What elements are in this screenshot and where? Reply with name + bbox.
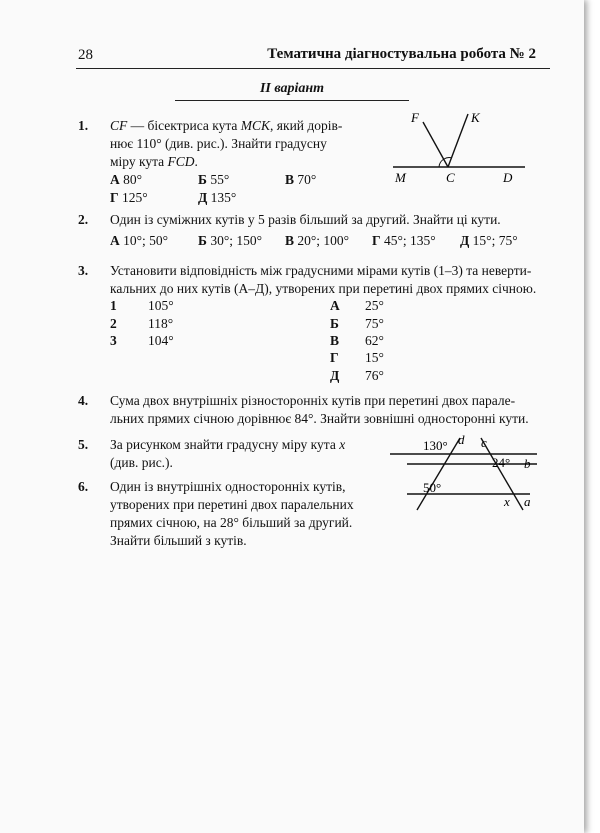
question-4-number: 4. xyxy=(78,393,89,408)
q2-option-a-letter: А xyxy=(110,233,120,248)
q1-label-d: D xyxy=(503,170,513,185)
q5-angle-50: 50° xyxy=(423,480,442,495)
page-title: Тематична діагностувальна робота № 2 xyxy=(267,46,536,62)
question-3-line-2: кальних до них кутів (А–Д), утворених при перетині двох прямих січною. xyxy=(110,281,537,296)
q1-option-d[interactable] xyxy=(110,190,148,206)
q3-left-key-3: 3 xyxy=(110,333,117,348)
q3-right-item-e xyxy=(330,368,339,384)
q3-right-key-a: А xyxy=(330,298,340,313)
q3-right-key-d: Г xyxy=(330,350,339,365)
q3-right-item-d xyxy=(330,350,339,366)
q1-segment-cf: CF xyxy=(110,118,128,133)
q2-option-c-value: 20°; 100° xyxy=(297,233,350,248)
question-5-line-2: (див. рис.). xyxy=(110,455,173,470)
q2-option-a[interactable] xyxy=(110,233,168,249)
q1-angle-arc-1 xyxy=(439,159,444,167)
q2-option-b-value: 30°; 150° xyxy=(210,233,262,248)
q1-ray-cf xyxy=(423,122,448,167)
question-5-line-1 xyxy=(110,436,385,454)
q3-right-value-e: 76° xyxy=(365,368,384,383)
q3-right-value-b: 75° xyxy=(365,316,384,331)
q5-line1-text: За рисунком знайти градусну міру кута xyxy=(110,437,340,452)
q3-right-value-a: 25° xyxy=(365,298,384,313)
q1-option-a[interactable] xyxy=(110,172,142,188)
question-6-text xyxy=(110,478,385,550)
page-number: 28 xyxy=(78,47,93,63)
q3-left-key-2: 2 xyxy=(110,316,117,331)
q1-angle-mck: MCK xyxy=(240,118,271,133)
q2-option-d-value: 45°; 135° xyxy=(383,233,436,248)
q3-right-key-c: В xyxy=(330,333,340,348)
q1-label-m: M xyxy=(395,170,406,185)
q1-line3-dot: . xyxy=(194,154,198,169)
q2-option-b[interactable] xyxy=(198,233,262,249)
q3-left-value-2: 118° xyxy=(148,316,174,331)
q5-angle-24: 24° xyxy=(492,455,511,470)
q1-option-a-letter: А xyxy=(110,172,120,187)
q5-label-c: c xyxy=(481,435,487,450)
q1-option-a-value: 80° xyxy=(123,172,143,187)
q1-option-b[interactable] xyxy=(198,172,229,188)
q3-left-key-1: 1 xyxy=(110,298,117,313)
q3-left-value-1: 105° xyxy=(148,298,174,313)
q1-option-c[interactable] xyxy=(285,172,316,188)
q1-option-e-value: 135° xyxy=(210,190,237,205)
question-5-number: 5. xyxy=(78,437,89,452)
question-1-number: 1. xyxy=(78,118,89,133)
q1-angle-fcd: FCD xyxy=(167,154,195,169)
q2-option-a-value: 10°; 50° xyxy=(123,233,169,248)
q5-label-b: b xyxy=(524,456,531,471)
q5-label-d: d xyxy=(458,432,465,447)
q5-label-a: a xyxy=(524,494,531,509)
question-1-line-2: нює 110° (див. рис.). Знайти градусну xyxy=(110,136,327,151)
q3-right-value-d: 15° xyxy=(365,350,384,365)
q1-option-d-value: 125° xyxy=(121,190,148,205)
q3-right-key-e: Д xyxy=(330,368,340,383)
q1-option-e[interactable] xyxy=(198,190,236,206)
q1-label-k: K xyxy=(471,110,480,125)
q3-right-item-a xyxy=(330,298,340,314)
q1-option-b-value: 55° xyxy=(210,172,230,187)
q1-line1-tail: , який дорів- xyxy=(270,118,343,133)
q2-option-d[interactable] xyxy=(372,233,436,249)
q1-option-d-letter: Г xyxy=(110,190,119,205)
q3-right-key-b: Б xyxy=(330,316,339,331)
question-6-number: 6. xyxy=(78,479,89,494)
q1-ray-ck xyxy=(448,114,468,167)
q2-option-c-letter: В xyxy=(285,233,295,248)
q3-left-value-3: 104° xyxy=(148,333,174,348)
question-4-text xyxy=(110,392,555,428)
q3-left-item-2 xyxy=(110,316,117,332)
q2-option-e-value: 15°; 75° xyxy=(472,233,518,248)
q1-option-e-letter: Д xyxy=(198,190,208,205)
q2-option-b-letter: Б xyxy=(198,233,207,248)
q2-option-c[interactable] xyxy=(285,233,349,249)
q1-label-c: C xyxy=(446,170,455,185)
q5-transversal-2 xyxy=(481,438,523,510)
q1-option-b-letter: Б xyxy=(198,172,207,187)
q3-right-item-c xyxy=(330,333,339,349)
question-6-line-4: Знайти більший з кутів. xyxy=(110,533,247,548)
q1-option-c-letter: В xyxy=(285,172,295,187)
question-2-text: Один із суміжних кутів у 5 разів більший за другий. Знайти ці кути. xyxy=(110,212,501,227)
question-4-line-1: Сума двох внутрішніх різносторонніх кутів при перетині двох парале- xyxy=(110,393,516,408)
question-1-line-3 xyxy=(110,153,372,171)
q3-left-item-3 xyxy=(110,333,117,349)
q2-option-e-letter: Д xyxy=(460,233,470,248)
q2-option-d-letter: Г xyxy=(372,233,381,248)
question-3-line-1: Установити відповідність між градусними мірами кутів (1–3) та неверти- xyxy=(110,263,532,278)
q1-line1-text: — бісектриса кута xyxy=(127,118,241,133)
question-2-number: 2. xyxy=(78,212,89,227)
q5-label-x: x xyxy=(504,494,510,509)
q5-angle-130: 130° xyxy=(423,438,448,453)
question-1-text xyxy=(110,117,372,171)
q1-figure xyxy=(385,108,530,188)
header-divider xyxy=(76,68,550,69)
question-3-text xyxy=(110,262,555,298)
question-6-line-3: прямих січною, на 28° більший за другий. xyxy=(110,515,353,530)
question-6-line-2: утворених при перетині двох паралельних xyxy=(110,497,354,512)
q1-option-c-value: 70° xyxy=(297,172,317,187)
q3-right-item-b xyxy=(330,316,339,332)
q1-label-f: F xyxy=(411,110,419,125)
q5-variable-x: x xyxy=(339,437,346,452)
question-6-line-1: Один із внутрішніх односторонніх кутів, xyxy=(110,479,346,494)
variant-divider xyxy=(175,100,409,101)
variant-title: ІІ варіант xyxy=(259,81,325,96)
question-4-line-2: льних прямих січною дорівнює 84°. Знайти зовнішні односторонні кути. xyxy=(110,411,529,426)
q1-line3-text: міру кута xyxy=(110,154,168,169)
question-5-text xyxy=(110,436,385,472)
question-1-line-1 xyxy=(110,117,372,135)
q5-figure xyxy=(385,430,545,520)
q3-left-item-1 xyxy=(110,298,117,314)
q3-right-value-c: 62° xyxy=(365,333,384,348)
q2-option-e[interactable] xyxy=(460,233,518,249)
question-3-number: 3. xyxy=(78,263,89,278)
